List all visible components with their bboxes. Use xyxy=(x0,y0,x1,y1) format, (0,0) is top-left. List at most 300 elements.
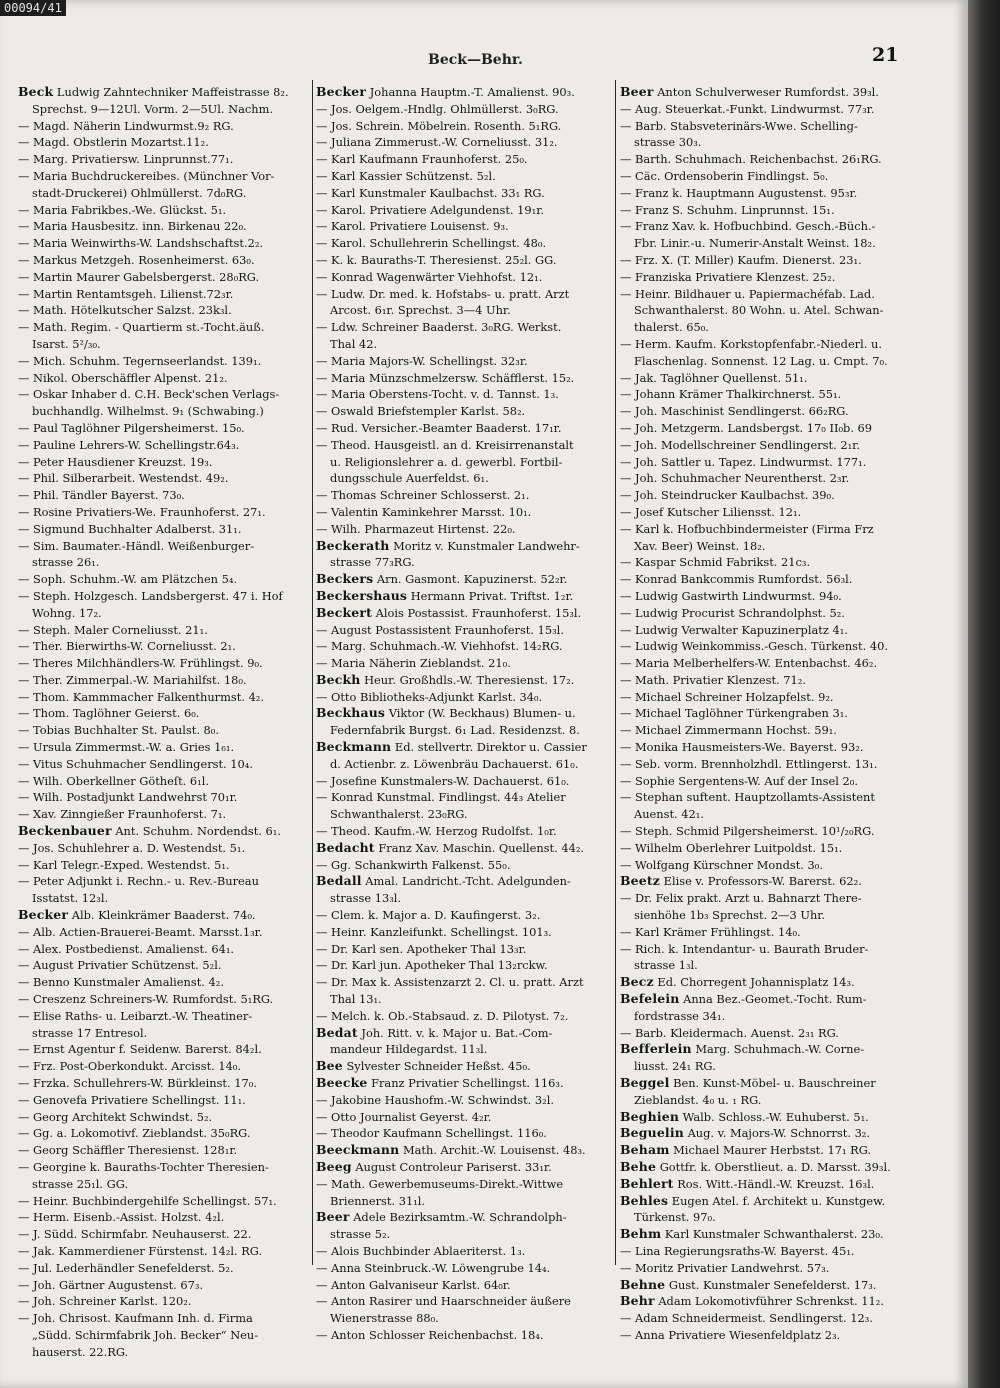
entry-text: — Elise Raths- u. Leibarzt.-W. Theatiner- xyxy=(18,1008,253,1023)
entry-text: — Magd. Näherin Lindwurmst.9₂ RG. xyxy=(18,118,234,133)
directory-entry xyxy=(18,756,308,773)
directory-entry xyxy=(18,672,308,689)
directory-entry xyxy=(18,722,308,739)
entry-text: Franz Xav. Maschin. Quellenst. 44₂. xyxy=(378,840,585,855)
directory-entry xyxy=(620,1125,910,1142)
entry-text: — Karl Krämer Frühlingst. 14₀. xyxy=(620,924,801,939)
directory-entry xyxy=(316,353,612,370)
entry-text: — Konrad Bankcommis Rumfordst. 56₃l. xyxy=(620,572,853,587)
entry-text: Schwanthalerst. 80 Wohn. u. Atel. Schwan- xyxy=(634,303,884,318)
entry-text: — Aug. Steuerkat.-Funkt. Lindwurmst. 77₃r. xyxy=(620,101,875,116)
directory-entry xyxy=(18,134,308,151)
entry-text: Sprechst. 9—12Ul. Vorm. 2—5Ul. Nachm. xyxy=(32,101,274,116)
entry-text: — J. Südd. Schirmfabr. Neuhauserst. 22. xyxy=(18,1227,252,1242)
entry-text: — Benno Kunstmaler Amalienst. 4₂. xyxy=(18,975,224,990)
entry-text: strasse 1₃l. xyxy=(634,958,698,973)
entry-text: — Ludwig Gastwirth Lindwurmst. 94₀. xyxy=(620,588,842,603)
directory-entry xyxy=(18,286,308,303)
entry-text: strasse 77₃RG. xyxy=(330,555,415,570)
directory-entry xyxy=(316,655,612,672)
entry-text: „Südd. Schirmfabrik Joh. Becker“ Neu- xyxy=(32,1327,259,1342)
entry-text: — Theod. Kaufm.-W. Herzog Rudolfst. 1₀r. xyxy=(316,824,557,839)
column-2 xyxy=(316,84,612,1344)
entry-text: — Ludw. Dr. med. k. Hofstabs- u. pratt. Arzt xyxy=(316,286,570,301)
directory-entry xyxy=(316,386,612,403)
surname-heading: Behe xyxy=(620,1159,657,1174)
entry-text: Federnfabrik Burgst. 6₁ Lad. Residenzst. 8. xyxy=(330,723,580,738)
directory-entry xyxy=(620,370,910,387)
directory-entry xyxy=(620,1327,910,1344)
directory-entry xyxy=(18,1058,308,1075)
directory-entry xyxy=(18,1092,308,1109)
directory-entry xyxy=(18,470,308,487)
entry-text: — Wilh. Postadjunkt Landwehrst 70₁r. xyxy=(18,790,238,805)
entry-text: Johanna Hauptm.-T. Amalienst. 90₃. xyxy=(369,85,575,99)
directory-entry xyxy=(316,151,612,168)
directory-entry xyxy=(316,1293,612,1310)
entry-text: — Otto Journalist Geyerst. 4₂r. xyxy=(316,1109,492,1124)
directory-entry xyxy=(18,588,308,605)
directory-entry xyxy=(620,185,910,202)
directory-entry xyxy=(316,571,612,588)
entry-text: — Heinr. Bildhauer u. Papiermachéfab. Lad. xyxy=(620,286,875,301)
entry-text: Hermann Privat. Triftst. 1₂r. xyxy=(410,588,574,603)
entry-text: Xav. Beer) Weinst. 18₂. xyxy=(634,538,766,553)
entry-text: — Sim. Baumater.-Händl. Weißenburger- xyxy=(18,538,255,553)
entry-text: — Anna Privatiere Wiesenfeldplatz 2₃. xyxy=(620,1327,841,1342)
entry-text: — Maria Fabrikbes.-We. Glückst. 5₁. xyxy=(18,202,227,217)
entry-text: Schwanthalerst. 23₀RG. xyxy=(330,807,468,822)
entry-text: — Marg. Schuhmach.-W. Viehhofst. 14₂RG. xyxy=(316,639,563,654)
directory-entry xyxy=(620,739,910,756)
directory-entry xyxy=(18,1159,308,1176)
entry-text: Amal. Landricht.-Tcht. Adelgunden- xyxy=(365,874,571,889)
entry-text: — Marg. Privatiersw. Linprunnst.77₁. xyxy=(18,152,234,167)
surname-heading: Beckert xyxy=(316,604,373,620)
directory-entry xyxy=(620,269,910,286)
directory-entry xyxy=(316,806,612,823)
directory-entry xyxy=(18,924,308,941)
surname-heading: Behlert xyxy=(620,1175,674,1191)
directory-entry xyxy=(316,235,612,252)
directory-entry xyxy=(620,605,910,622)
directory-entry xyxy=(18,319,308,336)
directory-entry xyxy=(620,1142,910,1159)
directory-entry xyxy=(316,370,612,387)
entry-text: Heur. Großhdls.-W. Theresienst. 17₂. xyxy=(364,672,575,687)
entry-text: — Dr. Karl jun. Apotheker Thal 13₂rckw. xyxy=(316,958,548,973)
entry-text: Joh. Ritt. v. k. Major u. Bat.-Com- xyxy=(361,1025,553,1040)
entry-text: Adele Bezirksamtm.-W. Schrandolph- xyxy=(353,1210,567,1225)
entry-text: — Karl k. Hofbuchbindermeister (Firma Frz xyxy=(620,521,874,536)
directory-entry xyxy=(18,118,308,135)
entry-text: — Soph. Schuhm.-W. am Plätzchen 5₄. xyxy=(18,572,238,587)
directory-entry xyxy=(620,1260,910,1277)
directory-entry xyxy=(18,991,308,1008)
entry-text: hauserst. 22.RG. xyxy=(32,1344,129,1359)
scan-stamp: 00094/41 xyxy=(0,0,66,16)
entry-text: — Barb. Stabsveterinärs-Wwe. Schelling- xyxy=(620,118,858,133)
column-3 xyxy=(620,84,910,1344)
directory-entry xyxy=(316,924,612,941)
entry-text: — Frz. X. (T. Miller) Kaufm. Dienerst. 23₁. xyxy=(620,252,862,267)
entry-text: — Rosine Privatiers-We. Fraunhoferst. 27₁. xyxy=(18,504,266,519)
directory-entry xyxy=(316,689,612,706)
entry-text: — Karl Kaufmann Fraunhoferst. 25₀. xyxy=(316,152,528,167)
directory-entry xyxy=(620,118,910,135)
directory-entry xyxy=(620,1293,910,1310)
entry-text: Thal 42. xyxy=(330,336,378,351)
directory-entry xyxy=(620,336,910,353)
directory-entry xyxy=(620,941,910,958)
directory-entry xyxy=(620,151,910,168)
column-rule xyxy=(615,80,616,1265)
entry-text: — Anna Steinbruck.-W. Löwengrube 14₄. xyxy=(316,1260,551,1275)
directory-entry xyxy=(620,588,910,605)
entry-text: — Anton Rasirer und Haarschneider äußere xyxy=(316,1294,571,1309)
entry-text: Wienerstrasse 88₀. xyxy=(330,1311,439,1326)
directory-entry xyxy=(620,319,910,336)
directory-entry xyxy=(18,689,308,706)
directory-entry xyxy=(620,1209,910,1226)
entry-text: Adam Lokomotivführer Schrenkst. 11₂. xyxy=(658,1294,884,1309)
entry-text: — Jos. Oelgem.-Hndlg. Ohlmüllerst. 3₀RG. xyxy=(316,101,559,116)
entry-text: — Joh. Modellschreiner Sendlingerst. 2₁r. xyxy=(620,437,860,452)
directory-entry xyxy=(620,705,910,722)
entry-text: Math. Archit.-W. Louisenst. 48₃. xyxy=(402,1143,586,1158)
entry-text: — Herm. Kaufm. Korkstopfenfabr.-Niederl. u. xyxy=(620,336,882,351)
directory-entry xyxy=(316,991,612,1008)
entry-text: — Joh. Metzgerm. Landsbergst. 17₀ II₀b. 69 xyxy=(620,420,873,435)
surname-heading: Bedacht xyxy=(316,839,375,855)
entry-text: — Math. Gewerbemuseums-Direkt.-Wittwe xyxy=(316,1176,564,1191)
entry-text: — Oswald Briefstempler Karlst. 58₂. xyxy=(316,404,526,419)
entry-text: — Maria Näherin Zieblandst. 21₀. xyxy=(316,656,511,671)
entry-text: — Herm. Eisenb.-Assist. Holzst. 4₂l. xyxy=(18,1210,225,1225)
directory-entry xyxy=(620,302,910,319)
directory-entry xyxy=(18,840,308,857)
entry-text: — August Postassistent Fraunhoferst. 15₃l. xyxy=(316,622,564,637)
directory-entry xyxy=(18,789,308,806)
entry-text: — Joh. Maschinist Sendlingerst. 66₂RG. xyxy=(620,404,849,419)
entry-text: — K. k. Bauraths-T. Theresienst. 25₂l. GG. xyxy=(316,252,557,267)
directory-entry xyxy=(620,1041,910,1058)
entry-text: — Phil. Tändler Bayerst. 73₀. xyxy=(18,488,185,503)
directory-entry xyxy=(620,890,910,907)
entry-text: — Maria Münzschmelzersw. Schäfflerst. 15₂. xyxy=(316,370,575,385)
surname-heading: Behles xyxy=(620,1192,669,1208)
entry-text: — Joh. Gärtner Augustenst. 67₃. xyxy=(18,1277,204,1292)
entry-text: Ben. Kunst-Möbel- u. Bauschreiner xyxy=(673,1076,876,1091)
entry-text: — Michael Schreiner Holzapfelst. 9₂. xyxy=(620,689,834,704)
directory-entry xyxy=(18,1277,308,1294)
entry-text: — Wilhelm Oberlehrer Luitpoldst. 15₁. xyxy=(620,840,843,855)
directory-entry xyxy=(316,638,612,655)
directory-entry xyxy=(316,336,612,353)
page-number: 21 xyxy=(872,44,899,66)
directory-entry xyxy=(316,857,612,874)
entry-text: Anton Schulverweser Rumfordst. 39₃l. xyxy=(657,85,879,99)
entry-text: — Martin Rentamtsgeh. Lilienst.72₃r. xyxy=(18,286,234,301)
entry-text: — Karol. Privatiere Adelgundenst. 19₁r. xyxy=(316,202,545,217)
directory-entry xyxy=(18,218,308,235)
directory-entry xyxy=(316,420,612,437)
entry-text: strasse 25₁l. GG. xyxy=(32,1176,129,1191)
surname-heading: Beer xyxy=(620,84,654,99)
entry-text: — Maria Weinwirths-W. Landshschaftst.2₂. xyxy=(18,236,264,251)
entry-text: Gottfr. k. Oberstlieut. a. D. Marsst. 39₃l. xyxy=(659,1160,891,1174)
directory-entry xyxy=(316,739,612,756)
directory-entry xyxy=(316,185,612,202)
entry-text: — Theres Milchhändlers-W. Frühlingst. 9₀. xyxy=(18,656,263,671)
entry-text: — Math. Regim. - Quartierm st.-Tocht.äuß. xyxy=(18,320,265,335)
entry-text: — Maria Majors-W. Schellingst. 32₃r. xyxy=(316,353,528,368)
entry-text: mandeur Hildegardst. 11₃l. xyxy=(330,1042,488,1057)
directory-entry xyxy=(18,370,308,387)
entry-text: Zieblandst. 4₀ u. ₁ RG. xyxy=(634,1092,762,1107)
directory-entry xyxy=(316,873,612,890)
entry-text: — Georgine k. Bauraths-Tochter Theresien- xyxy=(18,1160,269,1174)
entry-text: — Konrad Wagenwärter Viehhofst. 12₁. xyxy=(316,269,543,284)
directory-entry xyxy=(18,1075,308,1092)
directory-entry xyxy=(316,1327,612,1344)
directory-entry xyxy=(18,873,308,890)
entry-text: — Mich. Schuhm. Tegernseerlandst. 139₁. xyxy=(18,353,262,368)
directory-entry xyxy=(620,1058,910,1075)
directory-entry xyxy=(620,756,910,773)
entry-text: — Steph. Maler Corneliusst. 21₁. xyxy=(18,622,208,637)
entry-text: — Alois Buchbinder Ablaeriterst. 1₃. xyxy=(316,1243,526,1258)
entry-text: dungsschule Auerfeldst. 6₁. xyxy=(330,471,489,486)
directory-entry xyxy=(620,672,910,689)
directory-entry xyxy=(316,538,612,555)
directory-entry xyxy=(620,857,910,874)
directory-entry xyxy=(18,386,308,403)
entry-text: — Peter Adjunkt i. Rechn.- u. Rev.-Bureau xyxy=(18,874,259,889)
entry-text: — Franz S. Schuhm. Linprunnst. 15₁. xyxy=(620,202,835,217)
directory-entry xyxy=(18,1008,308,1025)
book-spine-edge xyxy=(968,0,1000,1388)
directory-entry xyxy=(620,722,910,739)
directory-entry xyxy=(316,487,612,504)
directory-entry xyxy=(316,622,612,639)
directory-entry xyxy=(316,1058,612,1075)
entry-text: u. Religionslehrer a. d. gewerbl. Fortbil- xyxy=(330,454,563,469)
directory-entry xyxy=(18,302,308,319)
surname-heading: Beckenbauer xyxy=(18,823,112,839)
surname-heading: Beeckmann xyxy=(316,1142,400,1158)
entry-text: — Theod. Hausgeistl. an d. Kreisirrenanstalt xyxy=(316,437,574,452)
entry-text: — Wilh. Oberkellner Götheſt. 6₁l. xyxy=(18,773,209,788)
directory-entry xyxy=(316,218,612,235)
directory-entry xyxy=(620,840,910,857)
entry-text: — Michael Taglöhner Türkengraben 3₁. xyxy=(620,706,848,721)
directory-entry xyxy=(620,689,910,706)
entry-text: Alois Postassist. Fraunhoferst. 15₃l. xyxy=(375,605,582,620)
entry-text: — August Privatier Schützenst. 5₂l. xyxy=(18,958,222,973)
directory-entry xyxy=(18,1041,308,1058)
directory-entry xyxy=(18,252,308,269)
entry-text: — Joh. Sattler u. Tapez. Lindwurmst. 177₁. xyxy=(620,454,867,469)
directory-entry xyxy=(620,134,910,151)
directory-entry xyxy=(316,168,612,185)
entry-text: Flaschenlag. Sonnenst. 12 Lag. u. Cmpt. 7₀. xyxy=(634,353,888,368)
surname-heading: Befferlein xyxy=(620,1041,692,1057)
directory-entry xyxy=(316,1041,612,1058)
entry-text: strasse 26₁. xyxy=(32,555,100,570)
directory-entry xyxy=(316,941,612,958)
entry-text: — Thom. Kammmacher Falkenthurmst. 4₂. xyxy=(18,689,264,704)
directory-entry xyxy=(316,302,612,319)
entry-text: — Dr. Max k. Assistenzarzt 2. Cl. u. pratt. Arzt xyxy=(316,975,584,990)
entry-text: — Ther. Bierwirths-W. Corneliusst. 2₁. xyxy=(18,639,236,654)
entry-text: — Karl Kassier Schützenst. 5₂l. xyxy=(316,168,496,183)
directory-entry xyxy=(18,857,308,874)
entry-text: thalerst. 65₀. xyxy=(634,320,709,335)
directory-entry xyxy=(316,202,612,219)
entry-text: — Josefine Kunstmalers-W. Dachauerst. 61₀. xyxy=(316,773,570,788)
entry-text: Anna Bez.-Geomet.-Tocht. Rum- xyxy=(683,992,867,1007)
entry-text: — Vitus Schuhmacher Sendlingerst. 10₄. xyxy=(18,756,253,771)
directory-entry xyxy=(316,437,612,454)
directory-entry xyxy=(620,1159,910,1176)
directory-entry xyxy=(316,521,612,538)
directory-entry xyxy=(620,957,910,974)
directory-entry xyxy=(316,134,612,151)
directory-entry xyxy=(620,1243,910,1260)
directory-entry xyxy=(18,454,308,471)
entry-text: Ros. Witt.-Händl.-W. Kreuzst. 16₃l. xyxy=(677,1176,875,1191)
surname-heading: Befelein xyxy=(620,991,680,1007)
entry-text: — Franz k. Hauptmann Augustenst. 95₃r. xyxy=(620,185,858,200)
entry-text: — Jak. Kammerdiener Fürstenst. 14₂l. RG. xyxy=(18,1243,263,1258)
directory-entry xyxy=(18,907,308,924)
entry-text: — Nikol. Oberschäffler Alpenst. 21₂. xyxy=(18,370,228,385)
directory-entry xyxy=(620,403,910,420)
entry-text: — Melch. k. Ob.-Stabsaud. z. D. Pilotyst. 7₂. xyxy=(316,1008,569,1023)
entry-text: — Jos. Schrein. Möbelrein. Rosenth. 5₁RG. xyxy=(316,118,562,133)
entry-text: strasse 30₃. xyxy=(634,135,702,150)
directory-entry xyxy=(316,454,612,471)
directory-entry xyxy=(18,957,308,974)
directory-entry xyxy=(620,823,910,840)
directory-entry xyxy=(18,1243,308,1260)
directory-entry xyxy=(316,470,612,487)
directory-entry xyxy=(316,890,612,907)
entry-text: — Magd. Obstlerin Mozartst.11₂. xyxy=(18,135,209,150)
entry-text: — Stephan suftent. Hauptzollamts-Assistent xyxy=(620,790,875,805)
entry-text: — Math. Hötelkutscher Salzst. 23k₃l. xyxy=(18,303,232,318)
directory-entry xyxy=(18,84,308,101)
directory-entry xyxy=(620,554,910,571)
directory-entry xyxy=(18,1209,308,1226)
surname-heading: Beer xyxy=(316,1209,350,1225)
surname-heading: Bee xyxy=(316,1058,343,1074)
directory-entry xyxy=(316,403,612,420)
entry-text: — Ernst Agentur f. Seidenw. Barerst. 84₂l. xyxy=(18,1042,262,1057)
directory-entry xyxy=(620,420,910,437)
directory-entry xyxy=(18,622,308,639)
entry-text: strasse 13₃l. xyxy=(330,891,402,906)
directory-entry xyxy=(18,1176,308,1193)
entry-text: — Maria Hausbesitz. inn. Birkenau 22₀. xyxy=(18,219,247,234)
entry-text: — Jak. Taglöhner Quellenst. 51₁. xyxy=(620,370,808,385)
directory-entry xyxy=(620,907,910,924)
directory-entry xyxy=(18,739,308,756)
entry-text: Aug. v. Majors-W. Schnorrst. 3₂. xyxy=(687,1126,870,1141)
entry-text: — Heinr. Buchbindergehilfe Schellingst. 57₁. xyxy=(18,1193,277,1208)
surname-heading: Beck xyxy=(18,84,54,99)
directory-entry xyxy=(620,454,910,471)
directory-entry xyxy=(18,1260,308,1277)
entry-text: — Seb. vorm. Brennholzhdl. Ettlingerst. 13₁. xyxy=(620,756,878,771)
entry-text: Ed. Chorregent Johannisplatz 14₃. xyxy=(657,975,855,990)
directory-entry xyxy=(316,1209,612,1226)
entry-text: Moritz v. Kunstmaler Landwehr- xyxy=(393,538,580,553)
entry-text: buchhandlg. Wilhelmst. 9₁ (Schwabing.) xyxy=(32,404,264,419)
directory-entry xyxy=(18,185,308,202)
directory-entry xyxy=(18,1142,308,1159)
directory-entry xyxy=(316,1008,612,1025)
entry-text: — Maria Buchdruckereibes. (Münchner Vor- xyxy=(18,168,275,183)
directory-entry xyxy=(316,319,612,336)
surname-heading: Beckhaus xyxy=(316,705,386,721)
surname-heading: Beckers xyxy=(316,571,374,587)
directory-entry xyxy=(620,252,910,269)
entry-text: — Juliana Zimmerust.-W. Corneliusst. 31₂. xyxy=(316,135,558,150)
directory-entry xyxy=(620,202,910,219)
entry-text: Ant. Schuhm. Nordendst. 6₁. xyxy=(115,824,281,839)
directory-entry xyxy=(18,403,308,420)
surname-heading: Bedall xyxy=(316,873,362,889)
entry-text: Arn. Gasmont. Kapuzinerst. 52₂r. xyxy=(376,572,568,587)
directory-entry xyxy=(620,168,910,185)
entry-text: — Thom. Taglöhner Geierst. 6₀. xyxy=(18,706,200,721)
directory-entry xyxy=(620,470,910,487)
directory-entry xyxy=(620,789,910,806)
entry-text: sienhöhe 1b₃ Sprechst. 2—3 Uhr. xyxy=(634,908,826,923)
directory-entry xyxy=(620,974,910,991)
directory-entry xyxy=(620,1277,910,1294)
directory-entry xyxy=(620,1092,910,1109)
entry-text: — Sigmund Buchhalter Adalberst. 31₁. xyxy=(18,521,242,536)
surname-heading: Behr xyxy=(620,1293,655,1309)
directory-entry xyxy=(620,504,910,521)
directory-entry xyxy=(316,840,612,857)
entry-text: — Alb. Actien-Brauerei-Beamt. Marsst.1₃r. xyxy=(18,924,263,939)
entry-text: — Valentin Kaminkehrer Marsst. 10₁. xyxy=(316,504,532,519)
directory-entry xyxy=(316,823,612,840)
directory-entry xyxy=(316,252,612,269)
entry-text: — Joh. Schreiner Karlst. 120₂. xyxy=(18,1294,192,1309)
entry-text: — Phil. Silberarbeit. Westendst. 49₂. xyxy=(18,471,229,486)
entry-text: — Clem. k. Major a. D. Kaufingerst. 3₂. xyxy=(316,908,541,923)
directory-entry xyxy=(18,202,308,219)
entry-text: liusst. 24₁ RG. xyxy=(634,1059,716,1074)
directory-entry xyxy=(316,1142,612,1159)
entry-text: Thal 13₁. xyxy=(330,992,382,1007)
entry-text: — Theodor Kaufmann Schellingst. 116₀. xyxy=(316,1126,547,1141)
entry-text: — Ursula Zimmermst.-W. a. Gries 1₆₁. xyxy=(18,740,235,755)
directory-entry xyxy=(316,957,612,974)
entry-text: Türkenst. 97₀. xyxy=(634,1210,716,1225)
entry-text: — Creszenz Schreiners-W. Rumfordst. 5₁RG. xyxy=(18,992,274,1007)
entry-text: — Thomas Schreiner Schlosserst. 2₁. xyxy=(316,488,530,503)
entry-text: Gust. Kunstmaler Senefelderst. 17₃. xyxy=(668,1277,877,1292)
entry-text: Briennerst. 31₁l. xyxy=(330,1193,426,1208)
directory-entry xyxy=(316,1176,612,1193)
surname-heading: Behne xyxy=(620,1276,666,1292)
